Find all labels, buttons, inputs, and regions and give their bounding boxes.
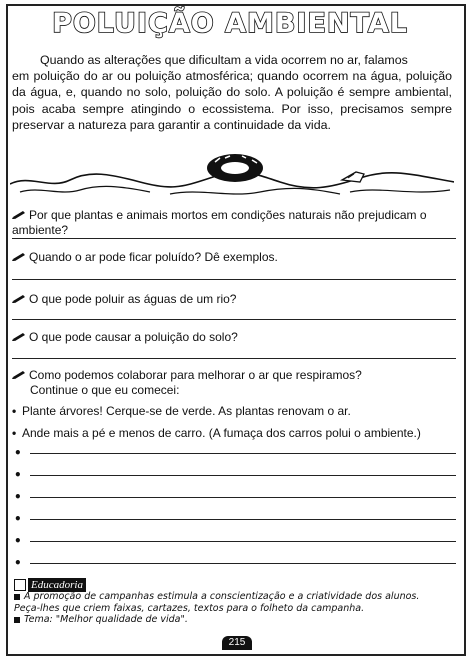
intro-first-line: Quando as alterações que dificultam a vida ocorrem no ar, falamos: [40, 53, 408, 67]
bullet-answer-line-2[interactable]: [30, 475, 456, 476]
educator-note-2: Peça-lhes que criem faixas, cartazes, textos para o folheto da campanha.: [14, 602, 365, 614]
bullet-answer-line-6[interactable]: [30, 563, 456, 564]
wave-2: [170, 188, 340, 194]
bullet-answer-line-1[interactable]: [30, 453, 456, 454]
educator-note-3-text: Tema: "Melhor qualidade de vida".: [24, 614, 188, 625]
page-title: POLUIÇÃO AMBIENTAL: [52, 8, 408, 39]
question-3: [12, 292, 236, 307]
bullet-answer-line-5[interactable]: [30, 541, 456, 542]
checkbox-icon: [14, 579, 26, 591]
question-3-text: O que pode poluir as águas de um rio?: [29, 292, 237, 306]
bullet-item-2: [12, 426, 421, 441]
question-2: [12, 250, 278, 265]
title-container: [0, 8, 460, 39]
bullet-dot: •: [14, 556, 22, 570]
bullet-dot: •: [14, 534, 22, 548]
question-4: [12, 330, 238, 345]
bullet-dot: •: [14, 512, 22, 526]
tire-icon: [207, 154, 263, 182]
square-bullet-icon: [14, 594, 20, 600]
pencil-icon: [12, 208, 26, 223]
bullet-answer-line-4[interactable]: [30, 519, 456, 520]
bullet-dot: •: [12, 404, 17, 418]
bullet-dot: •: [12, 426, 17, 440]
bullet-dot: •: [14, 468, 22, 482]
answer-line-4a[interactable]: [12, 358, 456, 359]
bullet-item-1: [12, 404, 351, 419]
bullet-item-1-text: Plante árvores! Cerque-se de verde. As plantas renovam o ar.: [22, 404, 351, 418]
bullet-item-2-text: Ande mais a pé e menos de carro. (A fumaça dos carros polui o ambiente.): [22, 426, 421, 440]
bullet-dot: •: [14, 446, 22, 460]
answer-line-2a[interactable]: [12, 279, 456, 280]
wave-1: [20, 186, 150, 192]
educator-label: Educadoria: [28, 578, 86, 592]
floating-boot-icon: [342, 172, 364, 182]
answer-line-1a[interactable]: [12, 238, 456, 239]
intro-paragraph: [12, 52, 452, 133]
wave-3: [350, 190, 450, 192]
pencil-icon: [12, 330, 26, 345]
question-2-text: Quando o ar pode ficar poluído? Dê exemplos.: [29, 250, 278, 264]
educator-note-1-text: A promoção de campanhas estimula a conscientização e a criatividade dos alunos.: [24, 591, 420, 602]
polluted-water-illustration: [10, 154, 454, 202]
question-4-text: O que pode causar a poluição do solo?: [29, 330, 238, 344]
question-1: [12, 208, 474, 238]
answer-line-3a[interactable]: [12, 319, 456, 320]
bullet-dot: •: [14, 490, 22, 504]
educator-note-1: [14, 591, 454, 603]
square-bullet-icon: [14, 617, 20, 623]
continue-prompt: Continue o que eu comecei:: [30, 383, 180, 397]
question-1-text: Por que plantas e animais mortos em condições naturais não prejudicam o ambiente?: [12, 208, 427, 238]
intro-rest: em poluição do ar ou poluição atmosférica; quando ocorrem na água, poluição da água, e, quando no solo, poluição do solo. A poluição é sempre ambiental, pois acaba sempre atingindo o ecossistema. Por isso, precisamos sempre preservar a natureza para garantir a continuidade da vida.: [12, 69, 452, 132]
pencil-icon: [12, 292, 26, 307]
pencil-icon: [12, 368, 26, 383]
page-number: 215: [222, 636, 252, 650]
question-5-text: Como podemos colaborar para melhorar o ar que respiramos?: [29, 368, 362, 382]
pencil-icon: [12, 250, 26, 265]
educator-notes: [14, 591, 454, 626]
question-5: [12, 368, 362, 383]
bullet-answer-line-3[interactable]: [30, 497, 456, 498]
educator-note-3: [14, 614, 454, 626]
